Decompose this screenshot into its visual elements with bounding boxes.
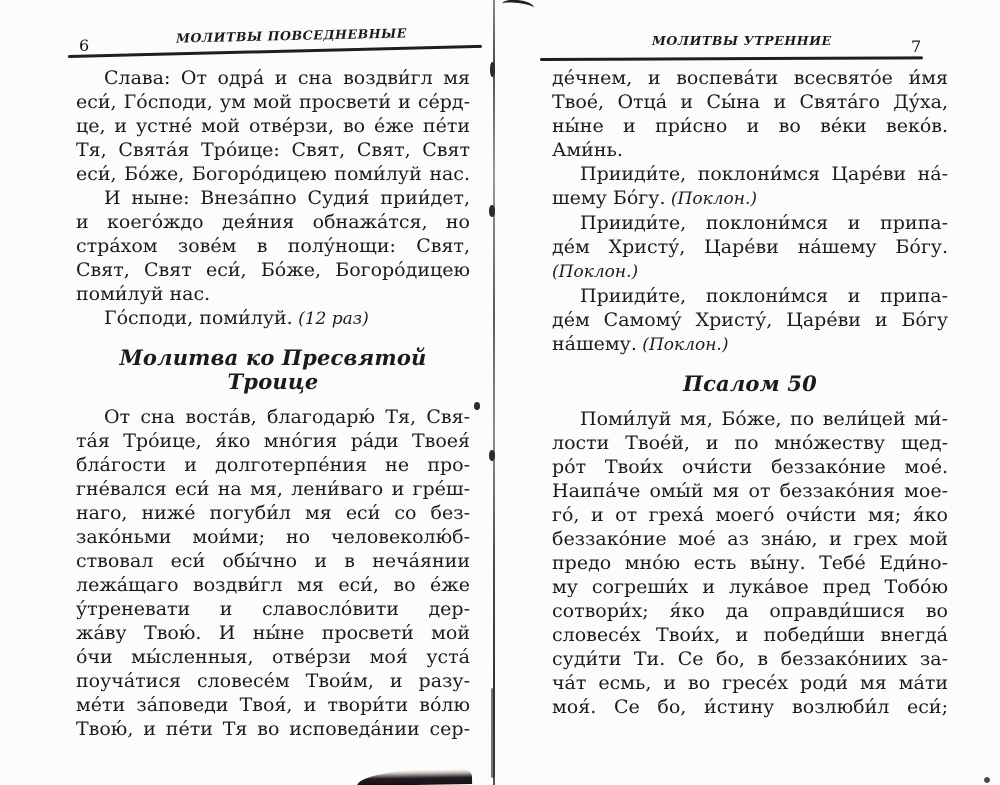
line-text: Го́споди, поми́луй. [104, 307, 293, 329]
text-line: и коего́ждо дея́ния обнажа́тся, но [76, 211, 470, 233]
text-line: де́чнем, и воспева́ти всесвято́е и́мя [552, 67, 948, 89]
gutter-ink-blob [474, 402, 480, 410]
text-line: де́м Самому́ Христу́, Царе́ви и Бо́гу [552, 309, 948, 331]
section-heading: Молитва ко Пресвятой Троице [119, 345, 427, 394]
line-text: поми́луй нас. [76, 283, 211, 305]
paragraph [552, 407, 948, 719]
text-line: ны́не и при́сно и во ве́ки веко́в. [552, 115, 948, 137]
rubric-note: (Поклон.) [665, 189, 758, 209]
text-line: жа́ву Твою́. И ны́не просвети́ мой [76, 622, 470, 644]
right-page-text-column [552, 66, 948, 719]
right-header-rule [540, 56, 923, 60]
paragraph [76, 66, 470, 186]
rubric-note: (12 раз) [292, 309, 369, 329]
left-page-text-column [76, 66, 470, 741]
gutter-ink-blob [490, 62, 495, 77]
text-line: моя́. Се бо, и́стину возлюби́л еси́; [552, 696, 948, 718]
text-line: Тя, Свята́я Тро́ице: Свят, Свят, Свят [76, 139, 470, 161]
text-line: Прииди́те, поклони́мся и припа- [580, 212, 948, 234]
line-text: шему Бо́гу. [552, 187, 666, 209]
line-text: на́шему. [552, 333, 637, 355]
text-line [76, 282, 470, 306]
paragraph [76, 405, 470, 741]
scan-bottom-shadow [357, 769, 472, 785]
text-line: От сна воста́в, благодарю́ Тя, Свя- [104, 406, 470, 428]
left-page-number: 6 [79, 36, 90, 55]
text-line: ме́ти за́поведи Твоя́, и твори́ти во́лю [76, 694, 470, 716]
text-line: наго, ниже́ погуби́л мя еси́ со без- [76, 502, 470, 524]
text-line: зако́ньми мои́ми; но человеколю́б- [76, 526, 470, 548]
text-line [76, 306, 470, 331]
text-line: словесе́х Твои́х, и победи́ши внегда́ [552, 624, 948, 646]
gutter-shadow-segment [491, 688, 495, 778]
paragraph [76, 306, 470, 331]
text-line: та́я Тро́ице, я́ко мно́гия ра́ди Твоея́ [76, 430, 470, 452]
text-line: беззако́ние мое́ аз зна́ю, и грех мой [552, 528, 948, 550]
rubric-note: (Поклон.) [552, 262, 639, 282]
text-line: лости Твое́й, и по мно́жеству щед- [552, 432, 948, 454]
paragraph [552, 66, 948, 162]
text-line: гне́вался еси́ на мя, лени́ваго и гре́ш- [76, 478, 470, 500]
right-page-number: 7 [911, 37, 922, 56]
gutter-ink-blob [489, 450, 495, 461]
book-gutter-fold-line [493, 0, 495, 785]
text-line [552, 332, 948, 357]
paragraph [552, 162, 948, 211]
scan-top-curve-mark [501, 0, 534, 14]
scan-edge-speck [984, 777, 990, 783]
text-line: це, и устне́ мой отве́рзи, во е́же пе́ти [76, 115, 470, 137]
text-line: сотвори́х; я́ко да оправди́шися во [552, 600, 948, 622]
text-line: го́, и от греха́ моего́ очи́сти мя; я́ко [552, 504, 948, 526]
text-line: Слава: От одра́ и сна воздви́гл мя [104, 67, 470, 89]
text-line: лежа́щаго воздви́гл мя еси́, во е́же [76, 574, 470, 596]
text-line: поуча́тися словесе́м Твои́м, и разу- [76, 670, 470, 692]
text-line: Свят, Свят еси́, Бо́же, Богоро́дицею [76, 259, 470, 281]
text-line [552, 186, 948, 211]
line-text: Ами́нь. [552, 139, 623, 161]
gutter-ink-blob [489, 205, 495, 217]
text-line: Наипа́че омы́й мя от беззако́ния мое- [552, 480, 948, 502]
text-line: му согреши́х и лука́вое пред Тобо́ю [552, 576, 948, 598]
text-line: Прииди́те, поклони́мся и припа- [580, 285, 948, 307]
section-heading: Псалом 50 [683, 371, 817, 396]
paragraph [552, 284, 948, 357]
text-line: ро́т Твои́х очи́сти беззако́ние мое́. [552, 456, 948, 478]
left-header-rule [68, 45, 482, 58]
text-line: Твое́, Отца́ и Сы́на и Свята́го Ду́ха, [552, 91, 948, 113]
text-line: у́треневати и славосло́вити дер- [76, 598, 470, 620]
text-line: бла́гости и долготерпе́ния не про- [76, 454, 470, 476]
paragraph [76, 186, 470, 306]
text-line: предо мно́ю есть вы́ну. Тебе́ Еди́но- [552, 552, 948, 574]
text-line: Прииди́те, поклони́мся Царе́ви на́- [580, 163, 948, 185]
text-line: Твою́, и пе́ти Тя во исповеда́нии сер- [76, 718, 470, 740]
text-line: еси́, Бо́же, Богоро́дицею поми́луй нас. [76, 163, 470, 185]
paragraph [552, 211, 948, 284]
text-line: ча́т есмь, и во гресе́х роди́ мя ма́ти [552, 672, 948, 694]
text-line: о́чи мы́сленныя, отве́рзи моя́ уста́ [76, 646, 470, 668]
text-line: де́м Христу́, Царе́ви на́шему Бо́гу. [552, 236, 948, 258]
text-line: еси́, Го́споди, ум мой просвети́ и се́рд- [76, 91, 470, 113]
text-line: ствовал еси́ обы́чно и в неча́янии [76, 550, 470, 572]
text-line: суди́ти Ти. Се бо, в беззако́ниих за- [552, 648, 948, 670]
text-line: стра́хом зове́м в полу́нощи: Свят, [76, 235, 470, 257]
text-line: Поми́луй мя, Бо́же, по вели́цей ми́- [580, 408, 948, 430]
text-line [552, 138, 948, 162]
rubric-note: (Поклон.) [636, 335, 729, 355]
right-running-header: МОЛИТВЫ УТРЕННИЕ [652, 33, 832, 48]
left-running-header: МОЛИТВЫ ПОВСЕДНЕВНЫЕ [175, 25, 408, 46]
text-line [552, 259, 948, 284]
text-line: И ныне: Внеза́пно Судия́ прии́дет, [104, 187, 470, 209]
